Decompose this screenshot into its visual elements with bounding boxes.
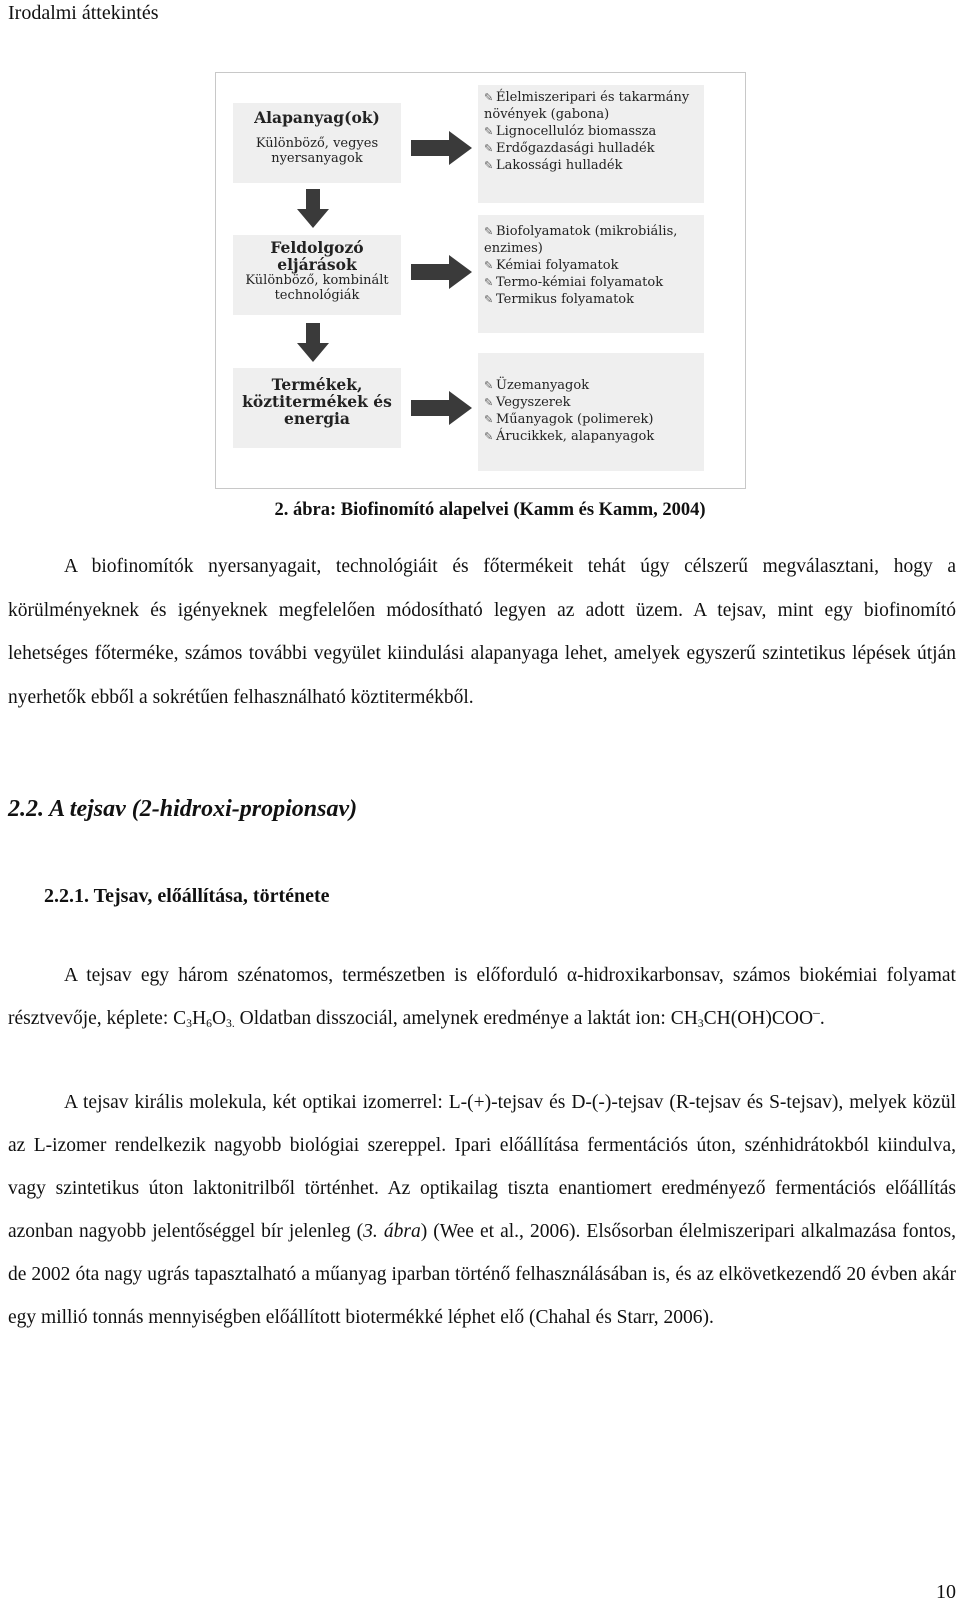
list-item: ✎ Biofolyamatok (mikrobiális, [484,224,678,239]
box-processes-list [478,215,704,333]
box-raw-materials-subtitle: Különböző, vegyes nyersanyagok [255,136,379,166]
pen-bullet-icon: ✎ [484,142,494,155]
box-raw-materials-title: Alapanyag(ok) [254,108,380,127]
paragraph-lactic-acid-definition: A tejsav egy három szénatomos, természetben is előforduló α-hidroxikarbonsav, számos biokémiai folyamat résztvevője, képlete: $C_3H_6O_{3.}$ Oldatban disszociál, amelynek eredménye a laktát ion: $CH_3CH(OH)COO^-$. [8,965,956,1030]
list-item: ✎ Vegyszerek [484,395,571,410]
box-feedstocks-list [478,85,704,203]
figure-biorefinery-diagram [215,72,746,489]
list-item: ✎ Műanyagok (polimerek) [484,412,654,427]
box-products [233,368,401,448]
arrow-down-icon [296,323,330,363]
arrow-down-icon [296,189,330,229]
list-item: ✎ Kémiai folyamatok [484,258,619,273]
box-raw-materials [233,103,401,183]
pen-bullet-icon: ✎ [484,293,494,306]
pen-bullet-icon: ✎ [484,259,494,272]
list-item: ✎ Termikus folyamatok [484,292,635,307]
subsection-heading: 2.2.1. Tejsav, előállítása, története [44,885,330,907]
pen-bullet-icon: ✎ [484,413,494,426]
pen-bullet-icon: ✎ [484,159,494,172]
list-item: ✎ Üzemanyagok [484,378,590,393]
box-processing-subtitle: Különböző, kombinált technológiák [245,273,389,303]
list-item: ✎ Erdőgazdasági hulladék [484,141,655,156]
arrow-right-icon [411,391,473,425]
arrow-right-icon [411,255,473,289]
box-products-title: Termékek, köztitermékek és energia [242,375,392,428]
box-products-list [478,353,704,471]
list-item: ✎ Élelmiszeripari és takarmány [484,90,690,105]
list-item: ✎ Árucikkek, alapanyagok [484,429,655,444]
pen-bullet-icon: ✎ [484,379,494,392]
list-item: ✎ Termo-kémiai folyamatok [484,275,664,290]
box-processing [233,235,401,315]
pen-bullet-icon: ✎ [484,276,494,289]
list-item: ✎ Lakossági hulladék [484,158,623,173]
figure-caption: 2. ábra: Biofinomító alapelvei (Kamm és Kamm, 2004) [274,500,706,520]
list-item: növények (gabona) [484,107,610,122]
list-item: ✎ Lignocellulóz biomassza [484,124,657,139]
running-header: Irodalmi áttekintés [8,2,159,24]
list-item: enzimes) [484,241,543,256]
chemical-formula: $C_3H_6O_{3.}$ [173,1008,235,1030]
pen-bullet-icon: ✎ [484,91,494,104]
paragraph-biorefinery: A biofinomítók nyersanyagait, technológiáit és főtermékeit tehát úgy célszerű megválasztani, hogy a körülményeknek és igényeknek megfelelően módosítható legyen az adott üzem. A tejsav, mint egy biofinomító lehetséges főterméke, számos további vegyület kiindulási alapanyaga lehet, amelyek egyszerű szintetikus lépések útján nyerhetők ebből a sokrétűen felhasználható köztitermékből. [8,556,956,708]
arrow-right-icon [411,131,473,165]
pen-bullet-icon: ✎ [484,125,494,138]
pen-bullet-icon: ✎ [484,430,494,443]
paragraph-chirality-production: A tejsav királis molekula, két optikai izomerrel: L-(+)-tejsav és D-(-)-tejsav (R-tejsav és S-tejsav), melyek közül az L-izomer rendelkezik nagyobb biológiai szereppel. Ipari előállítása fermentációs úton, szénhidrátokból kiindulva, vagy szintetikus úton laktonitrilből történhet. Az optikailag tiszta enantiomert eredményező fermentációs előállítás azonban nagyobb jelentőséggel bír jelenleg (3. ábra) (Wee et al., 2006). Elsősorban élelmiszeripari alkalmazása fontos, de 2002 óta nagy ugrás tapasztalható a műanyag iparban történő felhasználásában is, és az elkövetkezendő 20 évben akár egy millió tonnás mennyiségben előállított biotermékké léphet elő (Chahal és Starr, 2006). [8,1092,956,1328]
figure-reference-link: 3. ábra [363,1221,421,1242]
pen-bullet-icon: ✎ [484,396,494,409]
section-heading: 2.2. A tejsav (2-hidroxi-propionsav) [8,796,358,822]
box-processing-title: Feldolgozó eljárások [270,238,364,274]
pen-bullet-icon: ✎ [484,225,494,238]
page-number: 10 [936,1581,956,1603]
lactate-ion-formula: $CH_3CH(OH)COO^-$. [670,1004,825,1030]
